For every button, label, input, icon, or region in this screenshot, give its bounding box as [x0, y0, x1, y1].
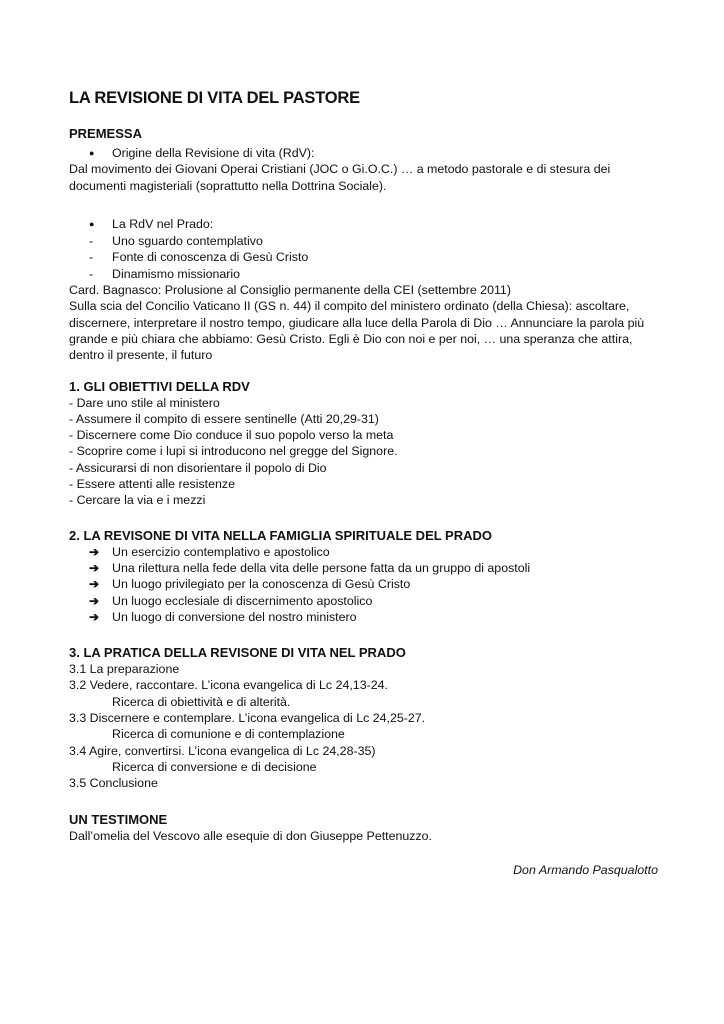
- list-item: - Discernere come Dio conduce il suo popolo verso la meta: [69, 428, 394, 443]
- section-3-heading: 3. LA PRATICA DELLA REVISONE DI VITA NEL PRADO: [69, 645, 406, 661]
- list-item: ➔ Un luogo privilegiato per la conoscenza di Gesù Cristo: [69, 576, 658, 592]
- premessa-list-2: [69, 216, 658, 282]
- section-3-line: 3.1 La preparazione: [69, 662, 180, 677]
- list-item: - Fonte di conoscenza di Gesù Cristo: [69, 249, 658, 265]
- list-item: ➔ Un esercizio contemplativo e apostolico: [69, 544, 658, 560]
- list-item: ➔ Un luogo di conversione del nostro ministero: [69, 609, 658, 625]
- list-item: ● Origine della Revisione di vita (RdV):: [69, 145, 658, 161]
- premessa-heading: PREMESSA: [69, 126, 142, 141]
- list-item: - Assumere il compito di essere sentinelle (Atti 20,29-31): [69, 411, 379, 426]
- section-3-line: 3.5 Conclusione: [69, 776, 158, 791]
- list-item: - Assicurarsi di non disorientare il popolo di Dio: [69, 460, 327, 475]
- premessa-paragraph-1: Dal movimento dei Giovani Operai Cristiani (JOC o Gi.O.C.) … a metodo pastorale e di stesura dei documenti magisteriali (soprattutto nella Dottrina Sociale).: [69, 162, 611, 193]
- list-item: - Uno sguardo contemplativo: [69, 233, 658, 249]
- premessa-list-1: [69, 145, 658, 161]
- list-item: ➔ Un luogo ecclesiale di discernimento apostolico: [69, 593, 658, 609]
- list-item: - Scoprire come i lupi si introducono nel gregge del Signore.: [69, 444, 398, 459]
- section-3-line: 3.4 Agire, convertirsi. L’icona evangelica di Lc 24,28-35): [69, 743, 376, 758]
- card-reference: Card. Bagnasco: Prolusione al Consiglio permanente della CEI (settembre 2011): [69, 283, 511, 298]
- section-2-heading: 2. LA REVISONE DI VITA NELLA FAMIGLIA SPIRITUALE DEL PRADO: [69, 527, 493, 543]
- list-item: - Cercare la via e i mezzi: [69, 493, 206, 508]
- section-3-line: 3.3 Discernere e contemplare. L’icona evangelica di Lc 24,25-27.: [69, 711, 426, 726]
- section-3-subline: Ricerca di comunione e di contemplazione: [112, 727, 345, 742]
- premessa-paragraph-2: Sulla scia del Concilio Vaticano II (GS n. 44) il compito del ministero ordinato (della Chiesa): ascoltare, discernere, interpretare il nostro tempo, giudicare alla luce della Parola di Dio … Annunciare la parola più grande e più chiara che abbiamo: Gesù Cristo. Egli è Dio con noi e per noi, … una speranza che attira, dentro il presente, il futuro: [69, 299, 645, 363]
- list-item: - Dinamismo missionario: [69, 266, 658, 282]
- section-1-list: [69, 395, 658, 509]
- list-item: - Dare uno stile al ministero: [69, 395, 220, 410]
- testimone-heading: UN TESTIMONE: [69, 811, 168, 827]
- document-title: LA REVISIONE DI VITA DEL PASTORE: [69, 89, 360, 107]
- section-3-subline: Ricerca di obiettività e di alterità.: [112, 694, 291, 709]
- section-1-heading: 1. GLI OBIETTIVI DELLA RDV: [69, 378, 250, 394]
- testimone-text: Dall’omelia del Vescovo alle esequie di don Giuseppe Pettenuzzo.: [69, 828, 433, 843]
- list-item: ➔ Una rilettura nella fede della vita delle persone fatta da un gruppo di apostoli: [69, 560, 658, 576]
- section-2-list: [69, 544, 658, 625]
- section-3-subline: Ricerca di conversione e di decisione: [112, 759, 317, 774]
- list-item: ● La RdV nel Prado:: [69, 216, 658, 232]
- signature: Don Armando Pasqualotto: [513, 862, 658, 877]
- section-3-line: 3.2 Vedere, raccontare. L’icona evangelica di Lc 24,13-24.: [69, 678, 388, 693]
- list-item: - Essere attenti alle resistenze: [69, 477, 235, 492]
